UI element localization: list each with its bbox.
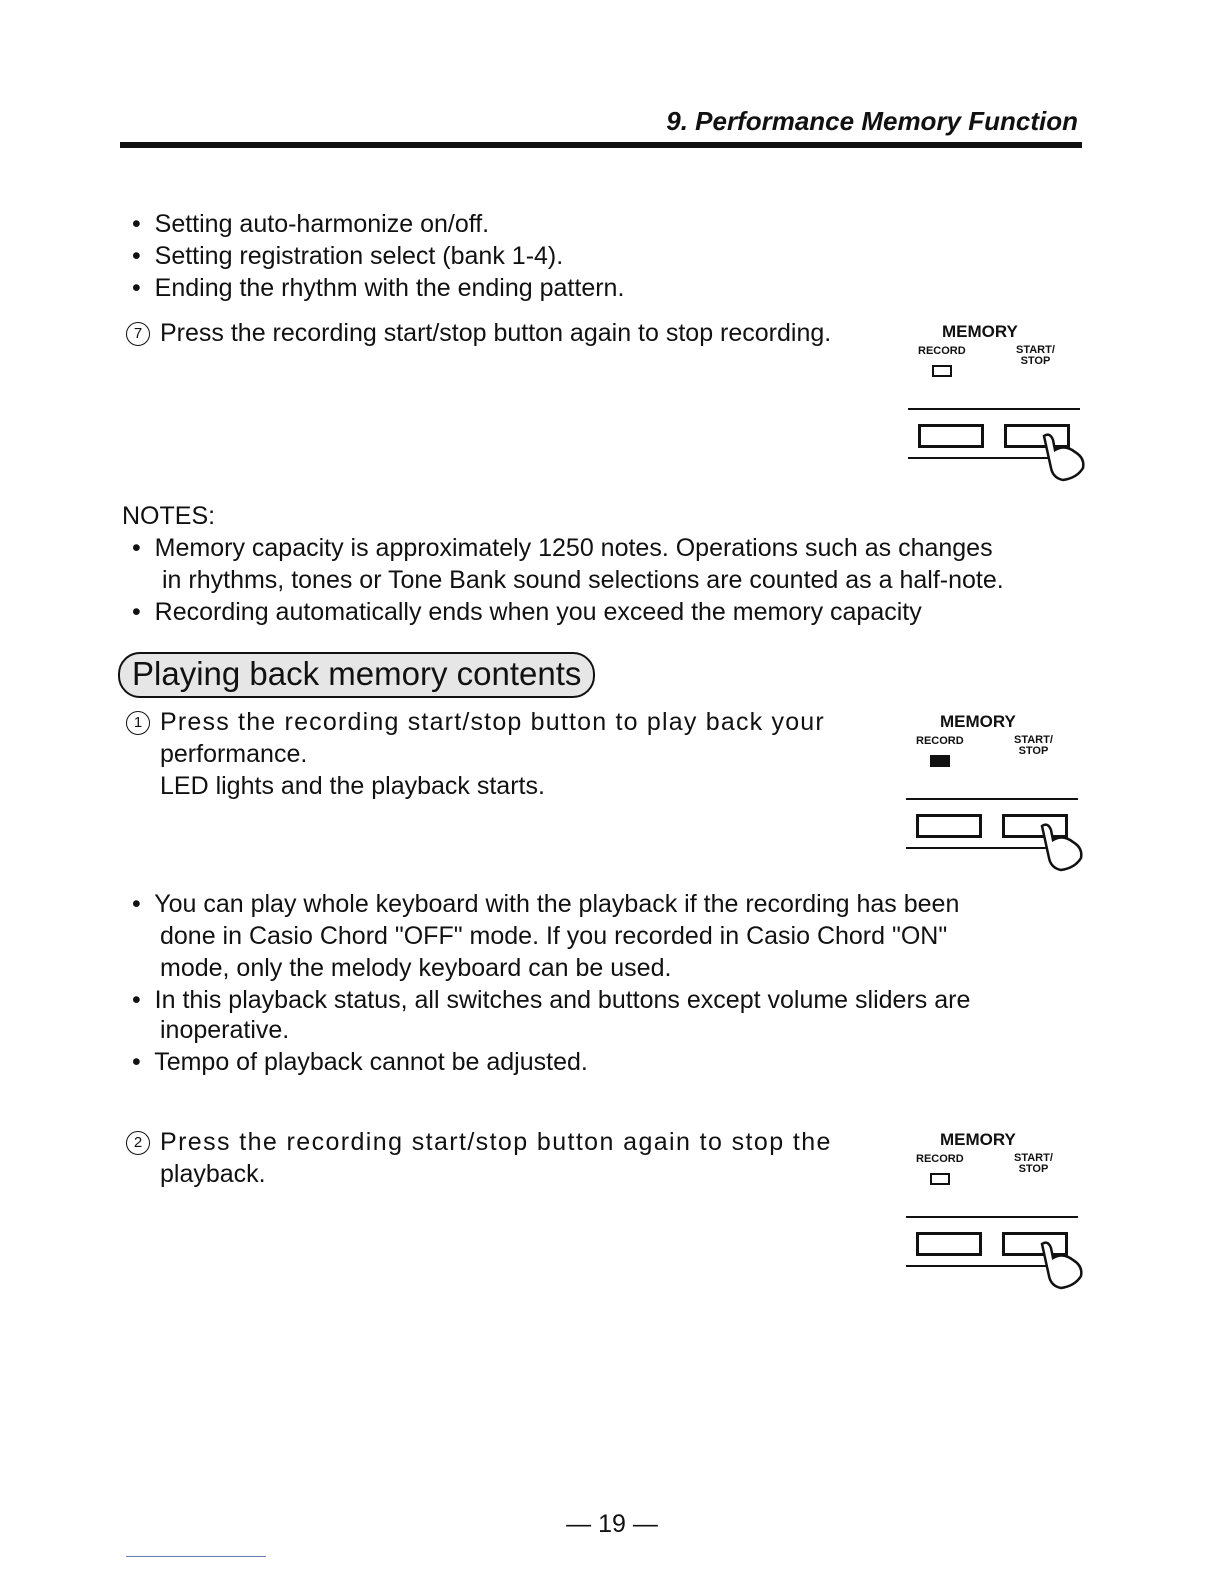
- memory-label: MEMORY: [940, 1130, 1016, 1149]
- memory-panel-diagram: [888, 1128, 1088, 1298]
- page-number: — 19 —: [566, 1510, 658, 1538]
- step-2-line: playback.: [160, 1160, 266, 1188]
- memory-panel-diagram: [888, 710, 1088, 880]
- record-led: [930, 1173, 950, 1185]
- step-number: 2: [126, 1131, 150, 1155]
- pressing-hand-icon: [1040, 432, 1088, 482]
- record-led: [932, 365, 952, 377]
- step-1: 1 Press the recording start/stop button to play back your: [126, 706, 825, 738]
- bullet-line: mode, only the melody keyboard can be used.: [160, 954, 672, 982]
- bullet-item: • In this playback status, all switches and buttons except volume sliders are: [132, 986, 971, 1014]
- record-label: RECORD: [918, 345, 966, 357]
- record-led-lit: [930, 755, 950, 767]
- memory-label: MEMORY: [940, 712, 1016, 731]
- note-line: • Memory capacity is approximately 1250 notes. Operations such as changes: [132, 534, 993, 562]
- bullet-line: inoperative.: [160, 1016, 290, 1044]
- note-line: • Recording automatically ends when you exceed the memory capacity: [132, 598, 922, 626]
- start-stop-label: START/ STOP: [1016, 344, 1055, 367]
- bullet-item: • Setting auto-harmonize on/off.: [132, 210, 490, 238]
- notes-heading: NOTES:: [122, 502, 216, 530]
- bullet-item: • You can play whole keyboard with the playback if the recording has been: [132, 890, 960, 918]
- record-button: [918, 424, 984, 448]
- record-label: RECORD: [916, 1153, 964, 1165]
- section-header: 9. Performance Memory Function: [666, 106, 1078, 136]
- step-1-line: performance.: [160, 740, 308, 768]
- section-title: Playing back memory contents: [118, 652, 595, 698]
- record-button: [916, 1232, 982, 1256]
- record-button: [916, 814, 982, 838]
- bullet-item: • Ending the rhythm with the ending pattern.: [132, 274, 625, 302]
- record-label: RECORD: [916, 735, 964, 747]
- start-stop-label: START/ STOP: [1014, 734, 1053, 757]
- bullet-item: • Tempo of playback cannot be adjusted.: [132, 1048, 588, 1076]
- step-number: 7: [126, 322, 150, 346]
- bullet-line: done in Casio Chord "OFF" mode. If you recorded in Casio Chord "ON": [160, 922, 948, 950]
- step-number: 1: [126, 711, 150, 735]
- step-1-line: LED lights and the playback starts.: [160, 772, 545, 800]
- pressing-hand-icon: [1038, 822, 1086, 872]
- pressing-hand-icon: [1038, 1240, 1086, 1290]
- start-stop-label: START/ STOP: [1014, 1152, 1053, 1175]
- step-7: 7 Press the recording start/stop button again to stop recording.: [126, 317, 831, 349]
- note-line: in rhythms, tones or Tone Bank sound selections are counted as a half-note.: [162, 566, 1004, 594]
- step-2: 2 Press the recording start/stop button again to stop the: [126, 1126, 832, 1158]
- memory-label: MEMORY: [942, 322, 1018, 341]
- bullet-item: • Setting registration select (bank 1-4).: [132, 242, 564, 270]
- header-rule: [120, 142, 1082, 148]
- footer-underline: [126, 1556, 266, 1557]
- memory-panel-diagram: [890, 320, 1090, 490]
